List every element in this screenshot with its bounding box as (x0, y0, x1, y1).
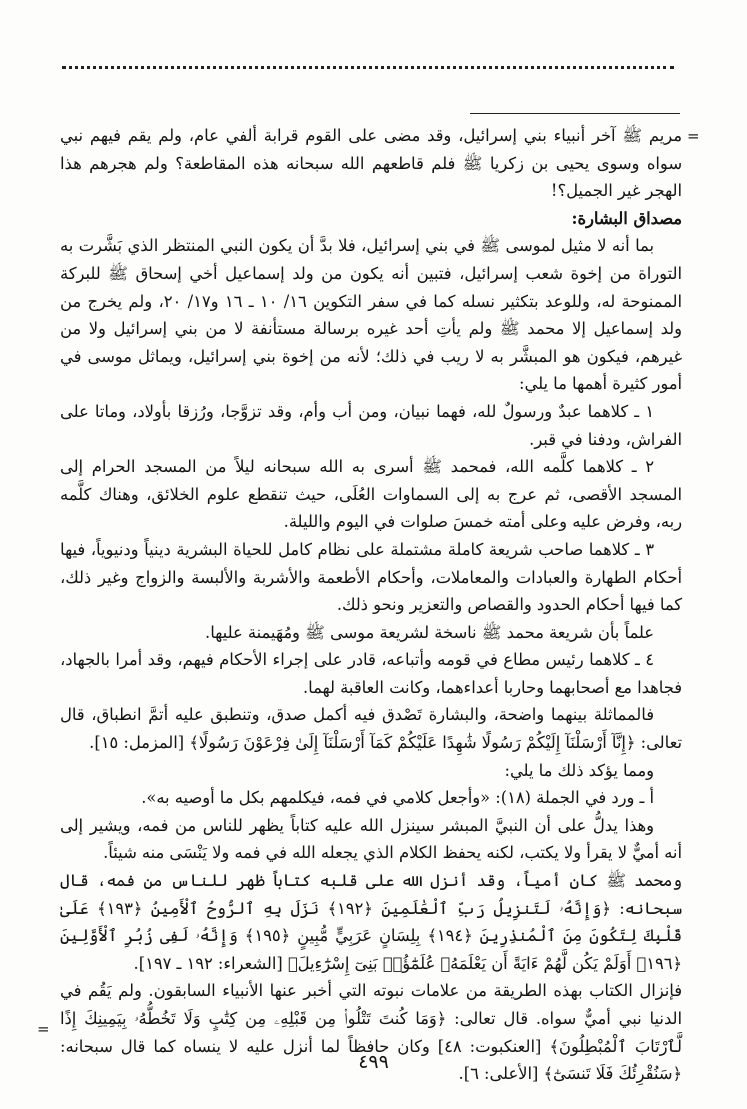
dotted-separator (62, 66, 674, 69)
similarity-paragraph: فالمماثلة بينهما واضحة، والبشارة تَصْدق فيه أكمل صدق، وتنطبق عليه أتمَّ انطباق، قال تعالى: ﴿إِنَّآ أَرْسَلْنَآ إِلَيْكُمْ رَسُولًا شَٰهِدًا عَلَيْكُمْ كَمَآ أَرْسَلْنَآ إِلَىٰ فِرْعَوْنَ رَسُولًا﴾ [المزمل: ١٥]. (60, 705, 682, 753)
intro-paragraph: بما أنه لا مثيل لموسى ﷺ في بني إسرائيل، فلا بدَّ أن يكون النبي المنتظر الذي بَشَّرت به التوراة من إخوة شعب إسرائيل، فتبين أنه يكون من ولد إسماعيل أخي إسحاق ﷺ للبركة الممنوحة له، وللوعد بتكثير نسله كما في سفر التكوين ١٦/ ١٠ ـ ١٦ و١٧/ ٢٠، ولم يخرج من ولد إسماعيل إلا محمد ﷺ ولم يأتِ أحد غيره برسالة مستأنفة لا من بني إسرائيل ولا من غيرهم، فيكون هو المبشَّر به لا ريب في ذلك؛ لأنه من إخوة بني إسرائيل، ويماثل موسى في أمور كثيرة أهمها ما يلي: (60, 236, 682, 394)
page-number: ٤٩٩ (358, 1051, 389, 1073)
continuation-mark-top: = (687, 127, 700, 145)
footnote-continuation: مريم ﷺ آخر أنبياء بني إسرائيل، وقد مضى على القوم قرابة ألفي عام، ولم يقم فيهم نبي سواه وسوى يحيى بن زكريا ﷺ فلم قاطعهم الله سبحانه هذه المقاطعة؟ ولم هجرهم هذا الهجر غير الجميل؟! (60, 126, 682, 201)
section-heading: مصداق البشارة: (571, 208, 682, 228)
quran-shuara-paragraph: ومحمد ﷺ كان أمياً، وقد أنزل الله على قلبه كتاباً ظهر للناس من فمه، قال سبحانه: ﴿وَإِنَّهُۥ لَتَنزِيلُ رَبِّ ٱلْعَٰلَمِينَ ﴿١٩٢﴾ نَزَلَ بِهِ ٱلرُّوحُ ٱلْأَمِينُ ﴿١٩٣﴾ عَلَىٰ قَلْبِكَ لِتَكُونَ مِنَ ٱلْمُنذِرِينَ ﴿١٩٤﴾ بِلِسَانٍ عَرَبِيٍّ مُّبِينٍ ﴿١٩٥﴾ وَإِنَّهُۥ لَفِى زُبُرِ ٱلْأَوَّلِينَ ﴿١٩٦﴾ أَوَلَمْ يَكُن لَّهُمْ ءَايَةً أَن يَعْلَمَهُۥ عُلَمَٰٓؤُا۟ بَنِىٓ إِسْرَٰٓءِيلَ﴾ [الشعراء: ١٩٢ ـ ١٩٧]. (60, 871, 683, 973)
point-2: ٢ ـ كلاهما كلَّمه الله، فمحمد ﷺ أسرى به الله سبحانه ليلاً من المسجد الحرام إلى المسجد الأقصى، ثم عرج به إلى السماوات العُلَى، حيث تنقطع علوم الخلائق، وهناك كلَّمه ربه، وفرض عليه وعلى أمته خمسَ صلوات في اليوم والليلة. (60, 457, 682, 532)
quran-ankabut-paragraph: فإنزال الكتاب بهذه الطريقة من علامات نبوته التي أخبر عنها الأنبياء السابقون. ولم يَقُم في الدنيا نبي أميٌّ سواه. قال تعالى: ﴿وَمَا كُنتَ تَتْلُوا۟ مِن قَبْلِهِۦ مِن كِتَٰبٍ وَلَا تَخُطُّهُۥ بِيَمِينِكَ إِذًا لَّٱرْتَابَ ٱلْمُبْطِلُونَ﴾ [العنكبوت: ٤٨] وكان حافظاً لما أنزل عليه لا ينساه كما قال سبحانه: ﴿سَنُقْرِئُكَ فَلَا تَنسَىٰٓ﴾ [الأعلى: ٦]. (60, 981, 683, 1084)
explanation-paragraph: وهذا يدلُّ على أن النبيَّ المبشر سينزل الله عليه كتاباً يظهر للناس من فمه، ويشير إلى أنه أميٌّ لا يقرأ ولا يكتب، لكنه يحفظ الكلام الذي يجعله الله في فمه ولا يَنْسَى منه شيئاً. (60, 815, 682, 863)
point-3: ٣ ـ كلاهما صاحب شريعة كاملة مشتملة على نظام كامل للحياة البشرية دينياً ودنيوياً، فيها أحكام الطهارة والعبادات والمعاملات، وأحكام الأطعمة والأشربة والألبسة والزواج وغير ذلك، كما فيها أحكام الحدود والقصاص والتعزير ونحو ذلك. (60, 539, 682, 615)
point-4: ٤ ـ كلاهما رئيس مطاع في قومه وأتباعه، قادر على إجراء الأحكام فيهم، وقد أمرا بالجهاد، فجاهدا مع أصحابهما وحاربا أعداءهما، وكانت العاقبة لهما. (60, 650, 682, 697)
footnote-rule (470, 113, 680, 114)
abrogation-note: علماً بأن شريعة محمد ﷺ ناسخة لشريعة موسى ﷺ ومُهَيمنة عليها. (205, 622, 654, 642)
sentence-18-quote: أ ـ ورد في الجملة (١٨): «وأجعل كلامي في فمه، فيكلمهم بكل ما أوصيه به». (141, 788, 654, 808)
continuation-mark-bottom: = (37, 1020, 50, 1038)
point-1: ١ ـ كلاهما عبدٌ ورسولٌ لله، فهما نبيان، ومن أب وأم، وقد تزوَّجا، ورُزقا بأولاد، وماتا على الفراش، ودفنا في قبر. (60, 401, 682, 449)
confirmation-lead: ومما يؤكد ذلك ما يلي: (504, 760, 654, 780)
page-body (60, 122, 682, 1088)
